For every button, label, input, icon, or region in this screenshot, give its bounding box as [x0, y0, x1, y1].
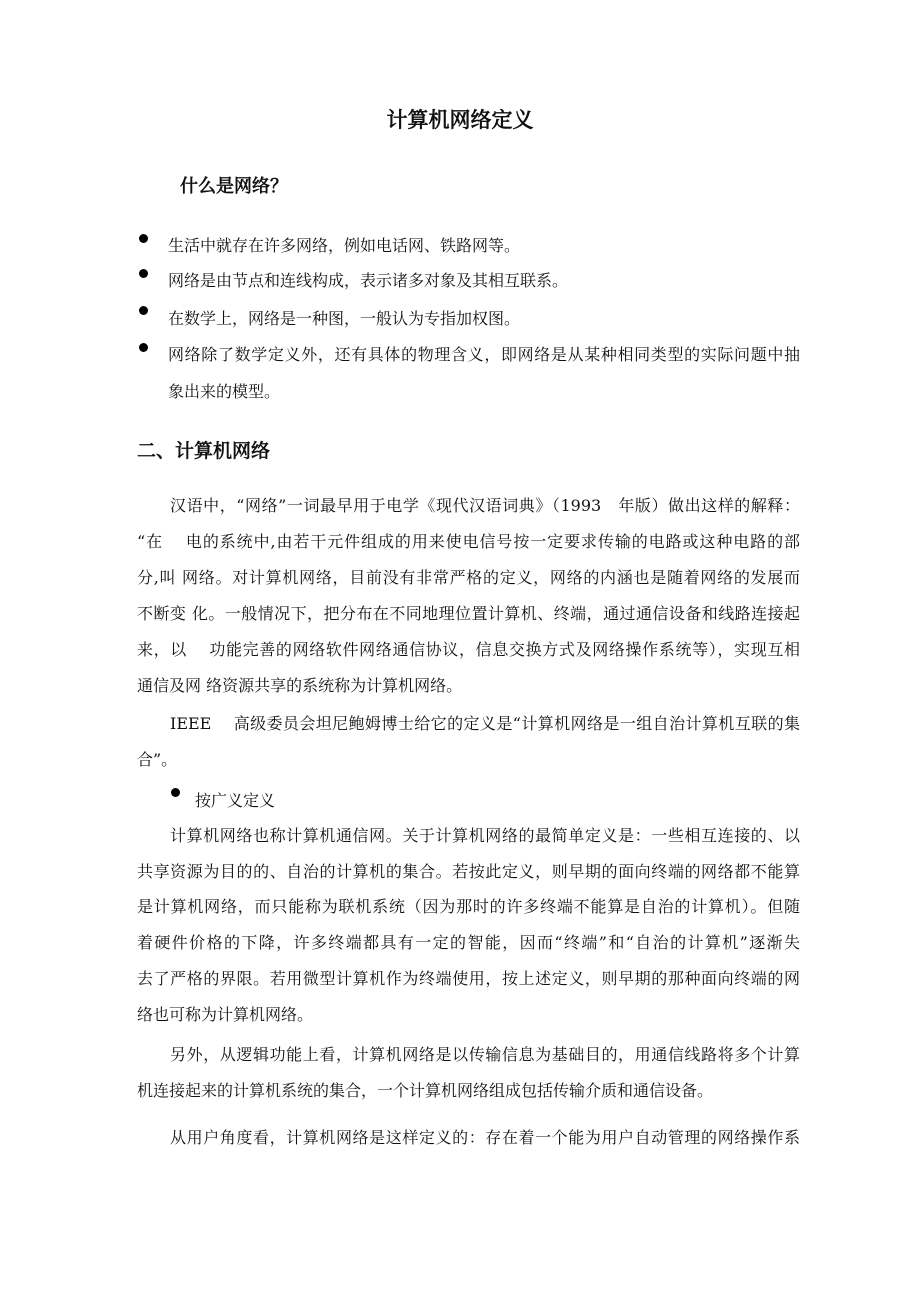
- paragraph-line: 来，以 功能完善的网络软件网络通信协议，信息交换方式及网络操作系统等），实现互相: [137, 640, 800, 659]
- paragraph-line: 汉语中，“网络”一词最早用于电学《现代汉语词典》（1993 年版）做出这样的解释：: [170, 496, 800, 515]
- bullet-text: 生活中就存在许多网络，例如电话网、铁路网等。: [168, 236, 521, 255]
- paragraph-line: 着硬件价格的下降，许多终端都具有一定的智能，因而“终端”和“自治的计算机”逐渐失: [137, 933, 800, 952]
- paragraph-line: 去了严格的界限。若用微型计算机作为终端使用，按上述定义，则早期的那种面向终端的网: [137, 969, 800, 988]
- bullet-text: 网络除了数学定义外，还有具体的物理含义，即网络是从某种相同类型的实际问题中抽: [168, 345, 800, 364]
- bullet-text: 按广义定义: [195, 791, 276, 810]
- paragraph-line: IEEE 高级委员会坦尼鲍姆博士给它的定义是“计算机网络是一组自治计算机互联的集: [170, 714, 800, 733]
- subtitle: 什么是网络？: [180, 176, 288, 197]
- paragraph-line: 分,叫 网络。对计算机网络，目前没有非常严格的定义，网络的内涵也是随着网络的发展而: [137, 568, 800, 587]
- bullet-icon: [139, 234, 148, 243]
- paragraph-line: “在 电的系统中,由若干元件组成的用来使电信号按一定要求传输的电路或这种电路的部: [137, 532, 800, 551]
- paragraph-line: 从用户角度看，计算机网络是这样定义的：存在着一个能为用户自动管理的网络操作系: [170, 1128, 800, 1147]
- bullet-text: 在数学上，网络是一种图，一般认为专指加权图。: [168, 309, 521, 328]
- bullet-text: 网络是由节点和连线构成，表示诸多对象及其相互联系。: [168, 271, 569, 290]
- paragraph-line: 不断变 化。一般情况下，把分布在不同地理位置计算机、终端，通过通信设备和线路连接起: [137, 604, 800, 623]
- paragraph-line: 通信及网 络资源共享的系统称为计算机网络。: [137, 676, 463, 695]
- paragraph-line: 是计算机网络，而只能称为联机系统（因为那时的许多终端不能算是自治的计算机）。但随: [137, 897, 800, 916]
- bullet-icon: [139, 269, 148, 278]
- paragraph-line: 计算机网络也称计算机通信网。关于计算机网络的最简单定义是：一些相互连接的、以: [170, 826, 800, 845]
- paragraph-line: 另外，从逻辑功能上看，计算机网络是以传输信息为基础目的，用通信线路将多个计算: [170, 1045, 800, 1064]
- section-heading: 二、计算机网络: [137, 440, 271, 462]
- paragraph-line: 络也可称为计算机网络。: [137, 1005, 314, 1024]
- document-title: 计算机网络定义: [386, 108, 534, 132]
- paragraph-line: 共享资源为目的的、自治的计算机的集合。若按此定义，则早期的面向终端的网络都不能算: [137, 862, 800, 881]
- bullet-icon: [139, 306, 148, 315]
- paragraph-line: 合”。: [137, 750, 178, 769]
- paragraph-line: 机连接起来的计算机系统的集合，一个计算机网络组成包括传输介质和通信设备。: [137, 1081, 714, 1100]
- bullet-icon: [139, 343, 148, 352]
- bullet-icon: [171, 788, 180, 797]
- bullet-text: 象出来的模型。: [168, 382, 281, 401]
